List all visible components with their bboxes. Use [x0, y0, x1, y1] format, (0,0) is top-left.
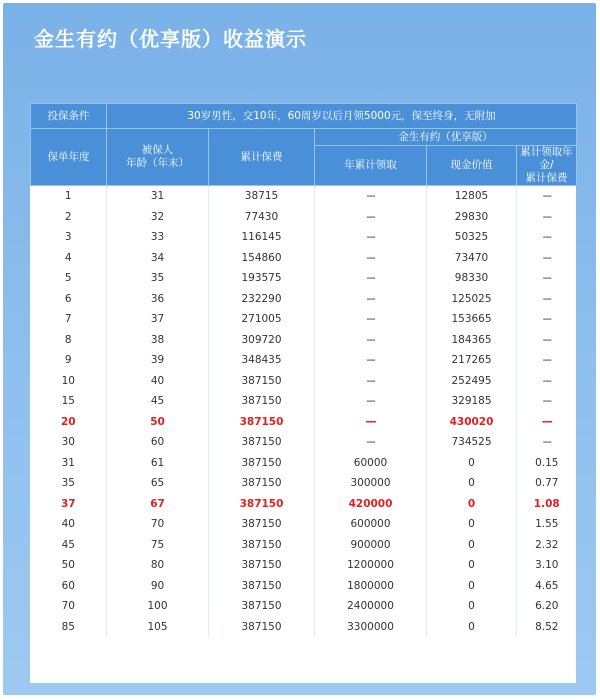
cell-annual-claim: 1800000	[315, 576, 427, 597]
col-insured-age: 被保人 年龄（年末）	[107, 129, 209, 186]
cell-policy-year: 1	[64, 190, 72, 203]
table-row	[31, 289, 577, 310]
cell-policy-year: 10	[61, 374, 75, 387]
col-cash-value: 现金价值	[427, 146, 517, 186]
table-row	[31, 350, 577, 371]
cell-cash-value: 0	[427, 514, 517, 535]
cell-cumulative-premium: 387150	[209, 535, 315, 556]
cell-cumulative-premium: 387150	[209, 555, 315, 576]
cell-claim-ratio: 8.52	[517, 617, 577, 638]
table-header	[31, 104, 577, 186]
condition-label: 投保条件	[31, 104, 107, 129]
cell-annual-claim: ---	[315, 289, 427, 310]
cell-policy-year: 7	[64, 313, 72, 326]
cell-claim-ratio: ---	[517, 330, 577, 351]
cell-insured-age: 80	[107, 555, 209, 576]
cell-cash-value: 0	[427, 576, 517, 597]
cell-policy-year: 5	[64, 272, 72, 285]
cell-policy-year: 45	[61, 538, 75, 551]
cell-insured-age: 60	[107, 432, 209, 453]
table-body	[31, 186, 577, 638]
cell-annual-claim: 420000	[315, 494, 427, 515]
cell-cumulative-premium: 387150	[209, 391, 315, 412]
cell-policy-year: 6	[64, 292, 72, 305]
cell-claim-ratio: ---	[517, 248, 577, 269]
table-row	[31, 494, 577, 515]
cell-cumulative-premium: 309720	[209, 330, 315, 351]
cell-cash-value: 0	[427, 473, 517, 494]
cell-insured-age: 61	[107, 453, 209, 474]
cell-cash-value: 73470	[427, 248, 517, 269]
cell-claim-ratio: 1.55	[517, 514, 577, 535]
cell-claim-ratio: 6.20	[517, 596, 577, 617]
cell-policy-year: 2	[64, 210, 72, 223]
cell-annual-claim: ---	[315, 391, 427, 412]
cell-insured-age: 35	[107, 268, 209, 289]
cell-insured-age: 105	[107, 617, 209, 638]
table-row	[31, 268, 577, 289]
cell-insured-age: 75	[107, 535, 209, 556]
cell-claim-ratio: ---	[517, 371, 577, 392]
table-row	[31, 473, 577, 494]
cell-annual-claim: 300000	[315, 473, 427, 494]
cell-claim-ratio: 4.65	[517, 576, 577, 597]
cell-cash-value: 125025	[427, 289, 517, 310]
cell-claim-ratio: ---	[517, 309, 577, 330]
cell-cash-value: 217265	[427, 350, 517, 371]
cell-annual-claim: 2400000	[315, 596, 427, 617]
cell-insured-age: 31	[107, 186, 209, 207]
cell-insured-age: 100	[107, 596, 209, 617]
cell-cash-value: 184365	[427, 330, 517, 351]
cell-cash-value: 29830	[427, 207, 517, 228]
table-row	[31, 535, 577, 556]
cell-annual-claim: 60000	[315, 453, 427, 474]
cell-claim-ratio: ---	[517, 207, 577, 228]
cell-claim-ratio: ---	[517, 350, 577, 371]
cell-claim-ratio: ---	[517, 268, 577, 289]
cell-cash-value: 329185	[427, 391, 517, 412]
cell-insured-age: 45	[107, 391, 209, 412]
table-row	[31, 248, 577, 269]
cell-insured-age: 70	[107, 514, 209, 535]
cell-policy-year: 15	[61, 395, 75, 408]
cell-insured-age: 34	[107, 248, 209, 269]
cell-policy-year: 3	[64, 231, 72, 244]
table-row	[31, 617, 577, 638]
cell-cumulative-premium: 77430	[209, 207, 315, 228]
cell-cash-value: 734525	[427, 432, 517, 453]
cell-cumulative-premium: 387150	[209, 432, 315, 453]
cell-cumulative-premium: 38715	[209, 186, 315, 207]
table-row	[31, 555, 577, 576]
cell-cumulative-premium: 116145	[209, 227, 315, 248]
cell-annual-claim: ---	[315, 248, 427, 269]
cell-insured-age: 36	[107, 289, 209, 310]
table-row	[31, 596, 577, 617]
page-title: 金生有约（优享版）收益演示	[34, 27, 307, 51]
cell-policy-year: 60	[61, 579, 75, 592]
cell-policy-year: 8	[64, 333, 72, 346]
table-row	[31, 371, 577, 392]
cell-claim-ratio: ---	[517, 186, 577, 207]
cell-annual-claim: 900000	[315, 535, 427, 556]
cell-annual-claim: ---	[315, 186, 427, 207]
table-row	[31, 576, 577, 597]
table-row	[31, 412, 577, 433]
cell-cumulative-premium: 387150	[209, 617, 315, 638]
cell-cumulative-premium: 387150	[209, 371, 315, 392]
cell-annual-claim: ---	[315, 412, 427, 433]
cell-insured-age: 32	[107, 207, 209, 228]
cell-annual-claim: ---	[315, 330, 427, 351]
benefit-table-card	[30, 103, 576, 683]
cell-cash-value: 12805	[427, 186, 517, 207]
cell-cash-value: 153665	[427, 309, 517, 330]
cell-policy-year: 37	[60, 497, 76, 510]
cell-policy-year: 85	[61, 620, 75, 633]
cell-cumulative-premium: 387150	[209, 473, 315, 494]
table-row	[31, 391, 577, 412]
table-row	[31, 330, 577, 351]
table-row	[31, 453, 577, 474]
cell-cumulative-premium: 387150	[209, 514, 315, 535]
cell-annual-claim: ---	[315, 350, 427, 371]
cell-cumulative-premium: 348435	[209, 350, 315, 371]
table-row	[31, 514, 577, 535]
cell-annual-claim: ---	[315, 268, 427, 289]
cell-policy-year: 35	[61, 477, 75, 490]
cell-insured-age: 40	[107, 371, 209, 392]
cell-annual-claim: ---	[315, 227, 427, 248]
benefit-table	[30, 103, 577, 637]
cell-annual-claim: 1200000	[315, 555, 427, 576]
cell-insured-age: 65	[107, 473, 209, 494]
cell-cash-value: 430020	[427, 412, 517, 433]
page-background	[3, 3, 596, 695]
cell-cumulative-premium: 387150	[209, 596, 315, 617]
col-claim-premium-ratio: 累计领取年金/ 累计保费	[517, 146, 577, 186]
cell-cumulative-premium: 232290	[209, 289, 315, 310]
table-row	[31, 432, 577, 453]
cell-claim-ratio: 1.08	[517, 494, 577, 515]
cell-claim-ratio: ---	[517, 227, 577, 248]
cell-policy-year: 31	[61, 456, 75, 469]
cell-claim-ratio: 2.32	[517, 535, 577, 556]
table-row	[31, 186, 577, 207]
cell-cumulative-premium: 387150	[209, 412, 315, 433]
table-row	[31, 309, 577, 330]
col-annual-cumulative-claim: 年累计领取	[315, 146, 427, 186]
cell-cash-value: 0	[427, 596, 517, 617]
cell-annual-claim: ---	[315, 371, 427, 392]
cell-annual-claim: ---	[315, 309, 427, 330]
cell-claim-ratio: ---	[517, 391, 577, 412]
cell-cumulative-premium: 387150	[209, 453, 315, 474]
cell-insured-age: 90	[107, 576, 209, 597]
col-cumulative-premium: 累计保费	[209, 129, 315, 186]
cell-insured-age: 50	[107, 412, 209, 433]
cell-cumulative-premium: 271005	[209, 309, 315, 330]
cell-cash-value: 50325	[427, 227, 517, 248]
table-row	[31, 227, 577, 248]
cell-insured-age: 39	[107, 350, 209, 371]
cell-claim-ratio: ---	[517, 432, 577, 453]
cell-cash-value: 252495	[427, 371, 517, 392]
cell-cash-value: 0	[427, 555, 517, 576]
cell-policy-year: 20	[60, 415, 76, 428]
cell-cumulative-premium: 193575	[209, 268, 315, 289]
cell-cumulative-premium: 387150	[209, 494, 315, 515]
cell-claim-ratio: 3.10	[517, 555, 577, 576]
cell-policy-year: 4	[64, 251, 72, 264]
cell-policy-year: 50	[61, 559, 75, 572]
cell-claim-ratio: ---	[517, 289, 577, 310]
cell-insured-age: 67	[107, 494, 209, 515]
cell-claim-ratio: 0.15	[517, 453, 577, 474]
cell-policy-year: 40	[61, 518, 75, 531]
cell-insured-age: 38	[107, 330, 209, 351]
cell-annual-claim: ---	[315, 207, 427, 228]
cell-policy-year: 9	[64, 354, 72, 367]
cell-cash-value: 0	[427, 617, 517, 638]
cell-cash-value: 0	[427, 453, 517, 474]
cell-cash-value: 0	[427, 494, 517, 515]
table-row	[31, 207, 577, 228]
cell-cash-value: 0	[427, 535, 517, 556]
cell-claim-ratio: 0.77	[517, 473, 577, 494]
cell-insured-age: 37	[107, 309, 209, 330]
cell-cumulative-premium: 154860	[209, 248, 315, 269]
cell-policy-year: 30	[61, 436, 75, 449]
cell-annual-claim: 3300000	[315, 617, 427, 638]
cell-claim-ratio: ---	[517, 412, 577, 433]
col-policy-year: 保单年度	[31, 129, 107, 186]
cell-insured-age: 33	[107, 227, 209, 248]
condition-value: 30岁男性，交10年，60周岁以后月领5000元，保至终身，无附加	[107, 104, 577, 129]
cell-annual-claim: 600000	[315, 514, 427, 535]
cell-annual-claim: ---	[315, 432, 427, 453]
cell-cash-value: 98330	[427, 268, 517, 289]
cell-cumulative-premium: 387150	[209, 576, 315, 597]
product-name-header: 金生有约（优享版）	[315, 129, 577, 146]
cell-policy-year: 70	[61, 600, 75, 613]
